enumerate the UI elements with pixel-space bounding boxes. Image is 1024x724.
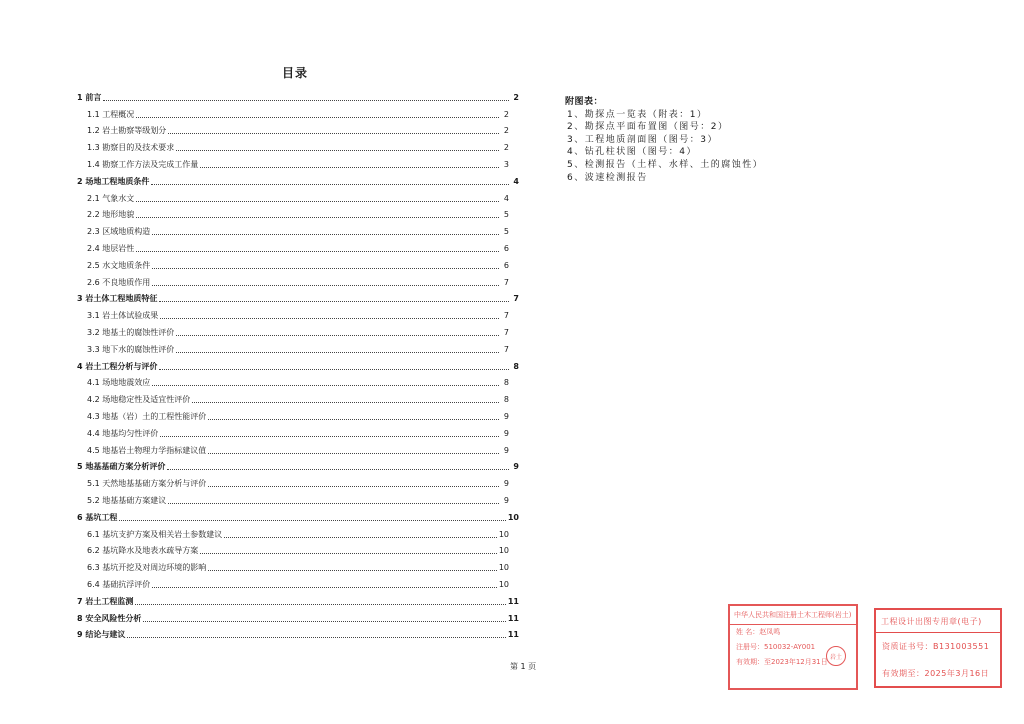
toc-dot-leader [208, 418, 499, 420]
toc-entry-page: 8 [513, 361, 519, 371]
toc-dot-leader [136, 250, 499, 252]
toc-dot-leader [159, 368, 509, 370]
toc-entry-title: 4.1 场地地震效应 [87, 378, 151, 388]
toc-entry-title: 9 结论与建议 [77, 630, 126, 640]
toc-entry-title: 3.3 地下水的腐蚀性评价 [87, 344, 175, 354]
toc-dot-leader [168, 502, 499, 504]
stamp-cert-line: 注册号：510032-AY001 [736, 643, 816, 651]
toc-dot-leader [167, 468, 509, 470]
stamp-name-line: 姓 名：赵凤鸣 [736, 628, 781, 636]
toc-dot-leader [127, 636, 506, 638]
toc-entry [77, 86, 519, 103]
stamp-header: 中华人民共和国注册土木工程师(岩土) [730, 606, 856, 625]
toc-entry-page: 8 [503, 378, 509, 388]
toc-dot-leader [224, 536, 497, 538]
toc-entry-page: 10 [498, 579, 509, 589]
toc-entry-title: 5.1 天然地基基础方案分析与评价 [87, 479, 207, 489]
toc-entry-page: 4 [513, 176, 519, 186]
appendix-heading: 附图表： [565, 97, 604, 107]
toc-entry-page: 2 [503, 126, 509, 136]
table-of-contents [77, 86, 519, 640]
toc-dot-leader [152, 284, 499, 286]
toc-entry [77, 338, 509, 355]
toc-entry-page: 9 [513, 462, 519, 472]
toc-entry [77, 355, 519, 372]
toc-entry [77, 405, 509, 422]
toc-entry [77, 120, 509, 137]
toc-dot-leader [135, 603, 506, 605]
toc-entry [77, 220, 509, 237]
toc-dot-leader [136, 216, 499, 218]
toc-entry-title: 1.2 岩土勘察等级划分 [87, 126, 167, 136]
toc-dot-leader [176, 334, 499, 336]
toc-dot-leader [119, 519, 506, 521]
toc-entry [77, 372, 509, 389]
toc-entry-page: 11 [507, 613, 519, 623]
toc-entry [77, 237, 509, 254]
stamp-cert-line: 资质证书号：B131003551 [882, 642, 990, 651]
toc-entry-title: 1.1 工程概况 [87, 109, 135, 119]
toc-entry-title: 5 地基基础方案分析评价 [77, 462, 166, 472]
toc-entry-title: 8 安全风险性分析 [77, 613, 142, 623]
toc-entry [77, 624, 519, 641]
toc-entry [77, 489, 509, 506]
toc-entry-page: 2 [503, 109, 509, 119]
engineer-registration-stamp [728, 604, 858, 690]
toc-dot-leader [208, 485, 499, 487]
toc-entry-page: 7 [503, 344, 509, 354]
toc-entry-title: 6.2 基坑降水及地表水疏导方案 [87, 546, 199, 556]
toc-entry-page: 10 [498, 529, 509, 539]
toc-entry [77, 456, 519, 473]
stamp-valid-line: 有效期至：2025年3月16日 [882, 669, 990, 678]
toc-dot-leader [168, 132, 499, 134]
toc-entry [77, 288, 519, 305]
toc-dot-leader [208, 452, 499, 454]
toc-dot-leader [152, 267, 499, 269]
toc-entry [77, 187, 509, 204]
toc-entry-title: 3 岩土体工程地质特征 [77, 294, 158, 304]
round-seal-icon: 岩土 [826, 646, 846, 666]
appendix-item: 4、钻孔柱状图（图号：4） [567, 147, 697, 158]
toc-entry-title: 2.2 地形地貌 [87, 210, 135, 220]
toc-entry-title: 2.5 水文地质条件 [87, 260, 151, 270]
toc-entry-page: 2 [503, 143, 509, 153]
toc-entry [77, 204, 509, 221]
toc-entry-page: 11 [507, 596, 519, 606]
toc-entry-page: 2 [513, 92, 519, 102]
toc-entry-title: 4.4 地基均匀性评价 [87, 428, 159, 438]
toc-entry-title: 2.6 不良地质作用 [87, 277, 151, 287]
toc-entry-page: 7 [513, 294, 519, 304]
toc-entry [77, 321, 509, 338]
toc-entry-title: 7 岩土工程监测 [77, 596, 134, 606]
toc-dot-leader [176, 149, 499, 151]
appendix-item: 6、波速检测报告 [567, 172, 648, 183]
toc-entry-title: 4.3 地基（岩）土的工程性能评价 [87, 411, 207, 421]
toc-entry-title: 1.3 勘察目的及技术要求 [87, 143, 175, 153]
toc-entry-title: 4.5 地基岩土物理力学指标建议值 [87, 445, 207, 455]
toc-entry-title: 6.3 基坑开挖及对周边环境的影响 [87, 563, 207, 573]
toc-dot-leader [192, 401, 499, 403]
toc-entry-page: 9 [503, 479, 509, 489]
toc-entry-page: 6 [503, 243, 509, 253]
toc-dot-leader [159, 300, 509, 302]
toc-dot-leader [152, 233, 499, 235]
toc-entry [77, 439, 509, 456]
toc-entry-title: 4 岩土工程分析与评价 [77, 361, 158, 371]
toc-dot-leader [200, 552, 497, 554]
toc-entry-title: 3.1 岩土体试验成果 [87, 311, 159, 321]
toc-entry [77, 607, 519, 624]
toc-entry [77, 540, 509, 557]
toc-entry-page: 5 [503, 210, 509, 220]
toc-entry-title: 2.3 区域地质构造 [87, 227, 151, 237]
appendix-list [565, 96, 763, 184]
toc-entry [77, 472, 509, 489]
toc-entry-title: 2.1 气象水文 [87, 193, 135, 203]
toc-dot-leader [176, 351, 499, 353]
toc-entry [77, 573, 509, 590]
toc-entry-title: 1.4 勘察工作方法及完成工作量 [87, 159, 199, 169]
toc-title: 目录 [282, 66, 309, 80]
appendix-item: 2、勘探点平面布置图（图号：2） [567, 122, 729, 133]
toc-entry [77, 422, 509, 439]
toc-entry-title: 2 场地工程地质条件 [77, 176, 150, 186]
appendix-item: 3、工程地质剖面图（图号：3） [567, 134, 718, 145]
appendix-item: 5、检测报告（土样、水样、土的腐蚀性） [567, 159, 764, 170]
toc-entry-page: 6 [503, 260, 509, 270]
toc-entry-page: 10 [498, 563, 509, 573]
toc-entry-page: 7 [503, 277, 509, 287]
toc-dot-leader [152, 384, 499, 386]
toc-entry [77, 590, 519, 607]
toc-entry-page: 9 [503, 445, 509, 455]
toc-entry [77, 556, 509, 573]
toc-dot-leader [136, 116, 499, 118]
toc-entry-page: 8 [503, 395, 509, 405]
toc-entry [77, 153, 509, 170]
toc-entry [77, 388, 509, 405]
toc-dot-leader [160, 317, 499, 319]
toc-dot-leader [160, 435, 499, 437]
toc-entry [77, 506, 519, 523]
toc-entry-page: 5 [503, 227, 509, 237]
toc-entry-page: 10 [507, 512, 519, 522]
toc-entry-title: 1 前言 [77, 92, 102, 102]
toc-entry-page: 3 [503, 159, 509, 169]
stamp-header: 工程设计出图专用章(电子) [876, 610, 1000, 633]
toc-entry-page: 7 [503, 311, 509, 321]
toc-entry-title: 3.2 地基土的腐蚀性评价 [87, 327, 175, 337]
toc-entry-title: 2.4 地层岩性 [87, 243, 135, 253]
toc-entry-page: 7 [503, 327, 509, 337]
toc-dot-leader [103, 99, 509, 101]
toc-entry-title: 6 基坑工程 [77, 512, 118, 522]
design-review-stamp [874, 608, 1002, 688]
toc-entry-title: 6.4 基础抗浮评价 [87, 579, 151, 589]
toc-dot-leader [151, 183, 509, 185]
toc-entry [77, 103, 509, 120]
toc-entry-page: 9 [503, 411, 509, 421]
toc-dot-leader [152, 586, 497, 588]
toc-entry [77, 271, 509, 288]
toc-dot-leader [136, 200, 499, 202]
toc-entry-page: 9 [503, 495, 509, 505]
page-number: 第 1 页 [510, 662, 537, 671]
toc-dot-leader [143, 620, 506, 622]
stamp-valid-line: 有效期：至2023年12月31日 [736, 658, 828, 666]
toc-dot-leader [200, 166, 499, 168]
toc-dot-leader [208, 569, 497, 571]
toc-entry-page: 10 [498, 546, 509, 556]
toc-entry [77, 136, 509, 153]
toc-entry [77, 170, 519, 187]
toc-entry-page: 9 [503, 428, 509, 438]
toc-entry-page: 11 [507, 630, 519, 640]
toc-entry-title: 6.1 基坑支护方案及相关岩土参数建议 [87, 529, 223, 539]
appendix-item: 1、勘探点一览表（附表：1） [567, 109, 708, 120]
toc-entry [77, 304, 509, 321]
toc-entry-page: 4 [503, 193, 509, 203]
toc-entry-title: 5.2 地基基础方案建议 [87, 495, 167, 505]
toc-entry-title: 4.2 场地稳定性及适宜性评价 [87, 395, 191, 405]
toc-entry [77, 254, 509, 271]
toc-entry [77, 523, 509, 540]
